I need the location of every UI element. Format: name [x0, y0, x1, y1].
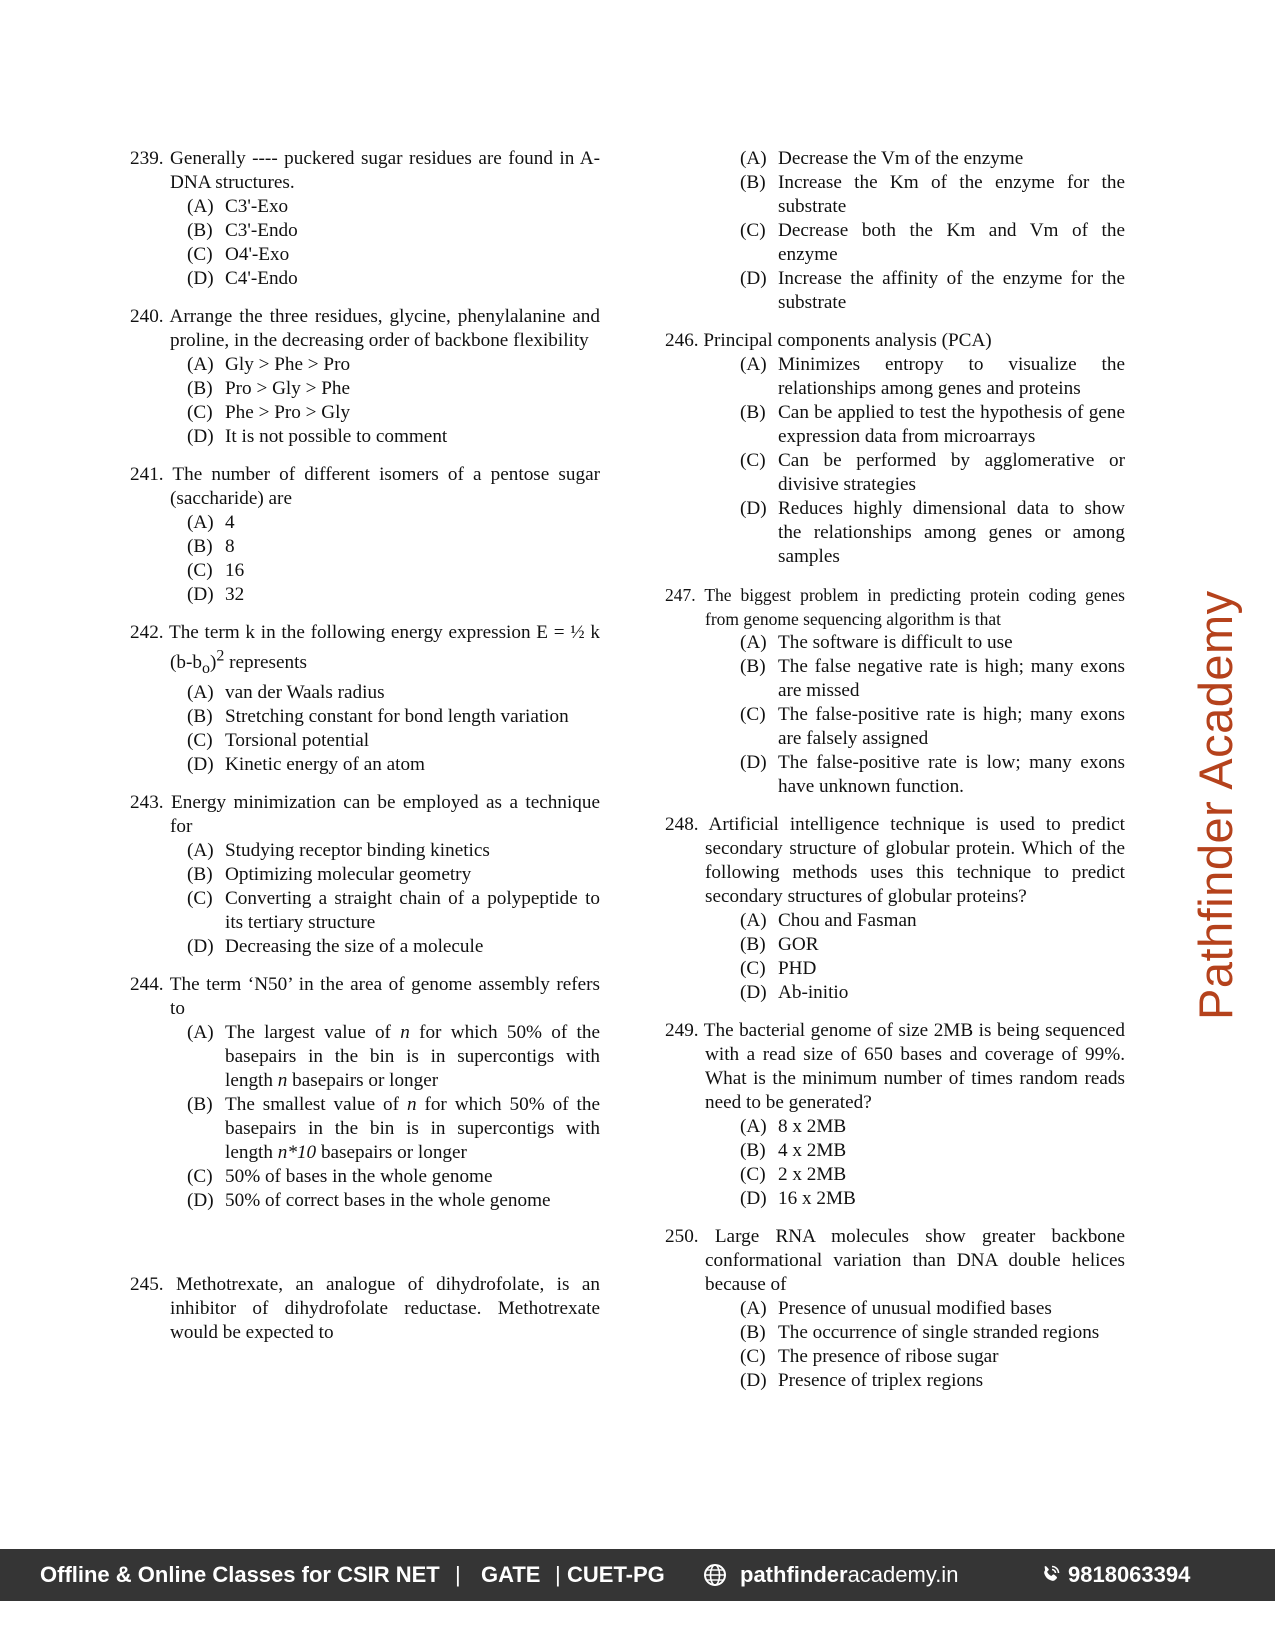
option: (C) Torsional potential: [187, 730, 370, 752]
question-239: [130, 147, 600, 291]
question-number: 244.: [130, 974, 164, 996]
option: (D) Kinetic energy of an atom: [187, 754, 425, 776]
question-number: 242.: [130, 622, 164, 643]
option: (B) GOR: [740, 934, 819, 955]
option: (A) Decrease the Vm of the enzyme: [740, 148, 1024, 169]
option: (D) 16 x 2MB: [740, 1188, 856, 1209]
question-number: 241.: [130, 464, 164, 485]
footer-phone[interactable]: 9818063394: [1068, 1562, 1191, 1587]
option: (A) 8 x 2MB: [740, 1116, 847, 1137]
option: (B) The false negative rate is high; many exons are missed: [740, 656, 1125, 701]
footer-separator: |: [455, 1562, 461, 1587]
footer-separator: |: [555, 1562, 561, 1587]
question-stem: The bacterial genome of size 2MB is being sequenced with a read size of 650 bases and coverage of 99%. What is the minimum number of times random reads need to be generated?: [703, 1020, 1126, 1113]
option: (D) Decreasing the size of a molecule: [187, 936, 484, 958]
footer-cuet: CUET-PG: [567, 1562, 665, 1587]
option: (A) Presence of unusual modified bases: [740, 1298, 1052, 1319]
brand-watermark: Pathfinder Academy: [1189, 590, 1242, 1020]
question-stem: Energy minimization can be employed as a technique for: [170, 792, 600, 838]
option: (B) Can be applied to test the hypothesis of gene expression data from microarrays: [740, 402, 1125, 447]
question-stem: Artificial intelligence technique is used to predict secondary structure of globular protein. Which of the following methods uses this technique to predict secondary structures of globular proteins?: [705, 814, 1125, 907]
question-stem: The term ‘N50’ in the area of genome assembly refers to: [169, 974, 600, 1020]
question-245-options: [665, 147, 1125, 315]
option: (B) Pro > Gly > Phe: [187, 378, 351, 399]
option: (A) C3'-Exo: [187, 196, 289, 217]
option: (C) Can be performed by agglomerative or divisive strategies: [740, 450, 1125, 495]
option: (A) Gly > Phe > Pro: [187, 354, 351, 375]
option: (C) Phe > Pro > Gly: [187, 402, 351, 423]
option: (B) 8: [187, 536, 235, 557]
option: (D) Presence of triplex regions: [740, 1370, 984, 1391]
question-247: [665, 583, 1125, 799]
option: (B) 4 x 2MB: [740, 1140, 847, 1161]
option: (A) van der Waals radius: [187, 682, 385, 704]
option: (C) The presence of ribose sugar: [740, 1346, 999, 1367]
question-stem: Principal components analysis (PCA): [703, 330, 992, 351]
option: (B) C3'-Endo: [187, 220, 298, 241]
option: (A) 4: [187, 512, 235, 533]
option: (C) PHD: [740, 958, 817, 979]
question-number: 240.: [130, 306, 164, 327]
question-stem: Arrange the three residues, glycine, phenylalanine and proline, in the decreasing order of backbone flexibility: [169, 306, 600, 351]
option: (C) The false-positive rate is high; many exons are falsely assigned: [740, 704, 1125, 749]
option: (A) The software is difficult to use: [740, 632, 1013, 653]
option: (B) The occurrence of single stranded regions: [740, 1322, 1100, 1343]
option: (A) Studying receptor binding kinetics: [187, 840, 490, 862]
option: (C) Converting a straight chain of a polypeptide to its tertiary structure: [187, 888, 600, 934]
globe-icon: [703, 1563, 727, 1587]
question-number: 243.: [130, 792, 164, 814]
footer-classes: Offline & Online Classes for CSIR NET: [40, 1562, 440, 1587]
option: (B) The smallest value of n for which 50% of the basepairs in the bin is in supercontigs with length n*10 basepairs or longer: [187, 1094, 600, 1164]
question-stem: Large RNA molecules show greater backbone conformational variation than DNA double helices because of: [705, 1226, 1125, 1295]
option: (D) 50% of correct bases in the whole genome: [187, 1190, 551, 1212]
option: (D) It is not possible to comment: [187, 426, 448, 447]
footer-bar: [0, 1549, 1275, 1601]
question-number: 246.: [665, 330, 699, 351]
question-number: 245.: [130, 1274, 164, 1296]
footer-gate: GATE: [481, 1562, 541, 1587]
option: (C) 50% of bases in the whole genome: [187, 1166, 493, 1188]
option: (B) Optimizing molecular geometry: [187, 864, 472, 886]
question-244: [130, 973, 600, 1213]
question-stem: The biggest problem in predicting protein coding genes from genome sequencing algorithm is that: [704, 585, 1125, 629]
question-number: 250.: [665, 1226, 699, 1247]
question-stem: The number of different isomers of a pentose sugar (saccharide) are: [170, 464, 600, 509]
option: (A) The largest value of n for which 50% of the basepairs in the bin is in supercontigs with length n basepairs or longer: [187, 1022, 600, 1092]
question-number: 239.: [130, 148, 164, 169]
option: (C) O4'-Exo: [187, 244, 290, 265]
option: (D) Ab-initio: [740, 982, 849, 1003]
option: (D) Reduces highly dimensional data to show the relationships among genes or among samples: [740, 498, 1125, 567]
option: (A) Minimizes entropy to visualize the relationships among genes and proteins: [740, 354, 1125, 399]
option: (C) 2 x 2MB: [740, 1164, 847, 1185]
question-stem: Generally ---- puckered sugar residues are found in A-DNA structures.: [170, 148, 601, 193]
question-243: [130, 791, 600, 959]
question-245: [130, 1273, 600, 1345]
option: (D) 32: [187, 584, 245, 605]
question-stem: Methotrexate, an analogue of dihydrofolate, is an inhibitor of dihydrofolate reductase. Methotrexate would be expected to: [170, 1274, 600, 1344]
option: (D) C4'-Endo: [187, 268, 298, 289]
option: (D) The false-positive rate is low; many exons have unknown function.: [740, 752, 1125, 797]
question-246: [665, 329, 1125, 569]
option: (B) Stretching constant for bond length variation: [187, 706, 569, 728]
left-column: [130, 147, 600, 1359]
question-number: 247.: [665, 585, 696, 605]
option: (A) Chou and Fasman: [740, 910, 917, 931]
option: (B) Increase the Km of the enzyme for the substrate: [740, 172, 1125, 217]
right-column: [665, 147, 1125, 1407]
footer-website[interactable]: pathfinderacademy.in: [740, 1562, 959, 1587]
question-250: [665, 1225, 1125, 1393]
question-248: [665, 813, 1125, 1005]
question-stem: The term k in the following energy expression E = ½ k $(b-b_o)^2$ represents: [168, 622, 600, 678]
question-249: [665, 1019, 1125, 1211]
question-240: [130, 305, 600, 449]
option: (D) Increase the affinity of the enzyme for the substrate: [740, 268, 1125, 313]
question-number: 248.: [665, 814, 699, 835]
option: (C) Decrease both the Km and Vm of the enzyme: [740, 220, 1125, 265]
option: (C) 16: [187, 560, 245, 581]
phone-icon: [1038, 1563, 1062, 1587]
question-241: [130, 463, 600, 607]
question-242: [130, 621, 600, 777]
question-number: 249.: [665, 1020, 699, 1041]
